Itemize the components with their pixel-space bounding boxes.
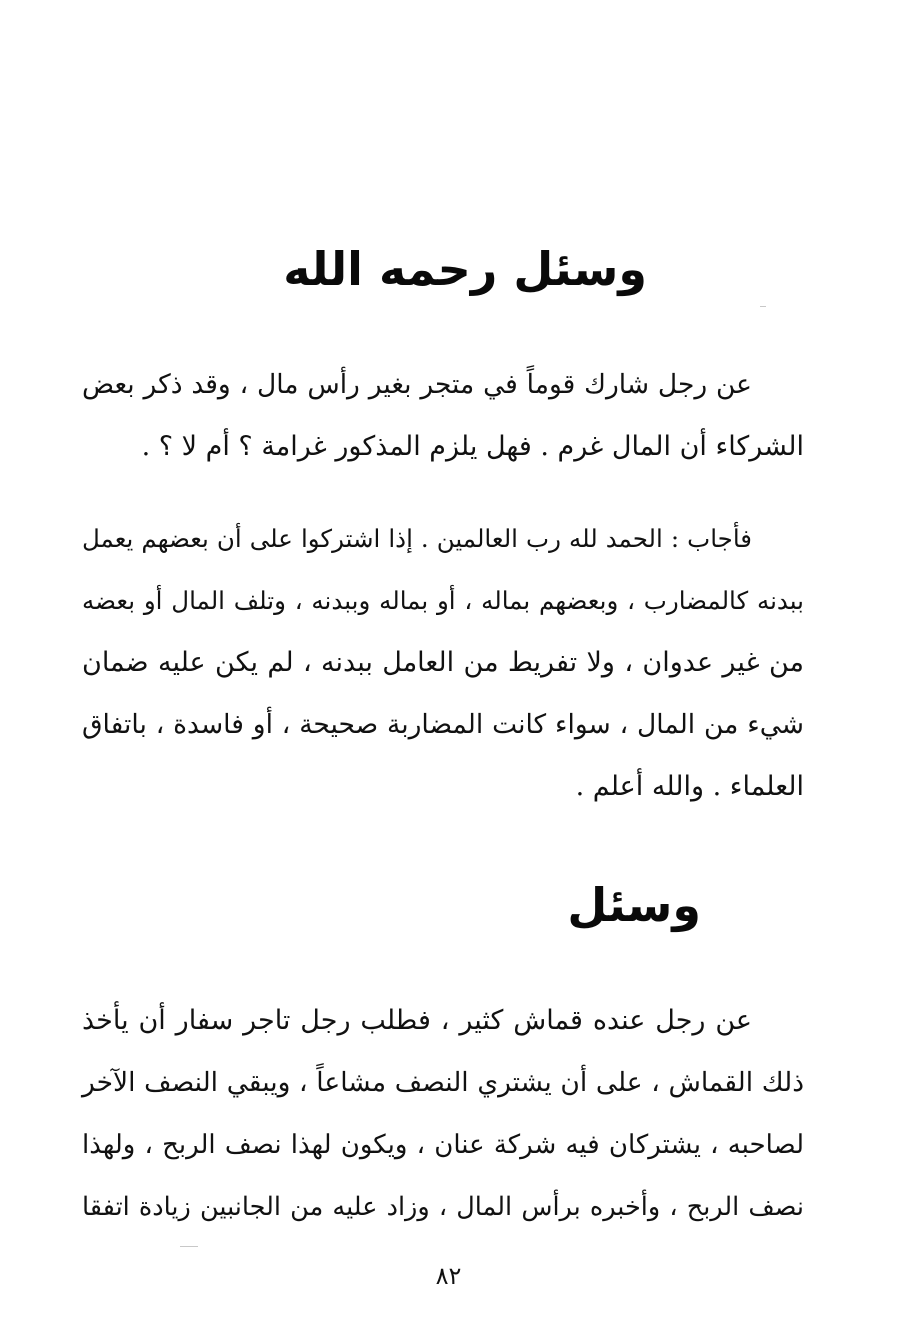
- text-line: شيء من المال ، سواء كانت المضاربة صحيحة ، أو فاسدة ، باتفاق: [82, 709, 804, 740]
- text-line: فأجاب : الحمد لله رب العالمين . إذا اشتركوا على أن بعضهم يعمل: [82, 524, 752, 553]
- text-line: عن رجل عنده قماش كثير ، فطلب رجل تاجر سفار أن يأخذ: [82, 1005, 752, 1036]
- text-line: ببدنه كالمضارب ، وبعضهم بماله ، أو بماله وببدنه ، وتلف المال أو بعضه: [82, 586, 804, 615]
- scan-speck: [760, 306, 766, 307]
- question-paragraph: [82, 990, 804, 1238]
- question-paragraph: [82, 354, 804, 478]
- page-number: ٨٢: [435, 1262, 462, 1290]
- text-line: الشركاء أن المال غرم . فهل يلزم المذكور غرامة ؟ أم لا ؟ .: [141, 431, 804, 462]
- answer-paragraph: [82, 508, 804, 818]
- scan-speck: [180, 1246, 198, 1247]
- text-line: لصاحبه ، يشتركان فيه شركة عنان ، ويكون لهذا نصف الربح ، ولهذا: [82, 1130, 804, 1160]
- text-line: من غير عدوان ، ولا تفريط من العامل ببدنه ، لم يكن عليه ضمان: [82, 647, 804, 678]
- section-heading: وسئل رحمه الله: [283, 242, 647, 296]
- section-heading: وسئل: [567, 878, 701, 932]
- text-line: العلماء . والله أعلم .: [575, 771, 804, 802]
- text-line: نصف الربح ، وأخبره برأس المال ، وزاد عليه من الجانبين زيادة اتفقا: [82, 1192, 804, 1222]
- text-line: ذلك القماش ، على أن يشتري النصف مشاعاً ، ويبقي النصف الآخر: [82, 1067, 804, 1098]
- text-line: عن رجل شارك قوماً في متجر بغير رأس مال ، وقد ذكر بعض: [82, 369, 752, 400]
